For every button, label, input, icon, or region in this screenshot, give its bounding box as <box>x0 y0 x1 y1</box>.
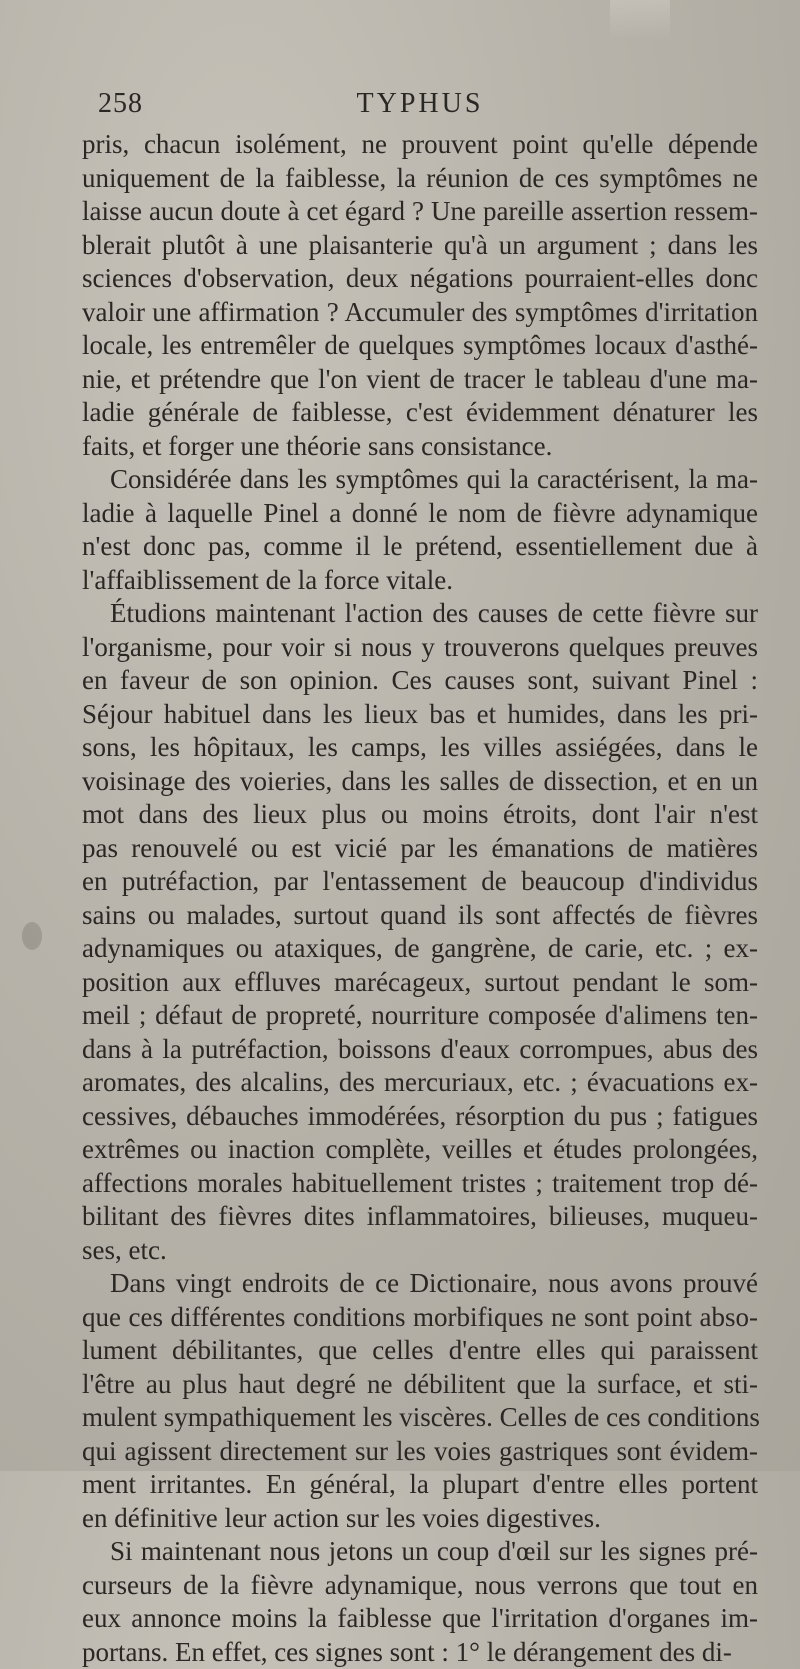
running-head: TYPHUS <box>90 88 750 120</box>
text-line: mot dans des lieux plus ou moins étroits, dont l'air n'est <box>82 798 758 832</box>
text-line: l'affaiblissement de la force vitale. <box>82 564 758 598</box>
text-line: l'organisme, pour voir si nous y trouverons quelques preuves <box>82 631 758 665</box>
text-line: pris, chacun isolément, ne prouvent point qu'elle dépende <box>82 128 758 162</box>
text-line: affections morales habituellement tristes ; traitement trop dé- <box>82 1167 758 1201</box>
text-line: mulent sympathiquement les viscères. Celles de ces conditions <box>82 1401 758 1435</box>
text-line: qui agissent directement sur les voies gastriques sont évidem- <box>82 1435 758 1469</box>
paper-edge-stain <box>610 0 670 40</box>
paragraph <box>82 463 758 597</box>
text-line: faits, et forger une théorie sans consistance. <box>82 430 758 464</box>
text-line: ses, etc. <box>82 1234 758 1268</box>
ink-blot <box>22 922 42 950</box>
text-line: cessives, débauches immodérées, résorption du pus ; fatigues <box>82 1100 758 1134</box>
text-line: meil ; défaut de propreté, nourriture composée d'alimens ten- <box>82 999 758 1033</box>
text-line: pas renouvelé ou est vicié par les émanations de matières <box>82 832 758 866</box>
text-line: position aux effluves marécageux, surtout pendant le som- <box>82 966 758 1000</box>
text-line: nie, et prétendre que l'on vient de tracer le tableau d'une ma- <box>82 363 758 397</box>
text-line: Si maintenant nous jetons un coup d'œil sur les signes pré- <box>82 1535 758 1569</box>
text-line: en définitive leur action sur les voies digestives. <box>82 1502 758 1536</box>
text-line: en putréfaction, par l'entassement de beaucoup d'individus <box>82 865 758 899</box>
text-line: uniquement de la faiblesse, la réunion de ces symptômes ne <box>82 162 758 196</box>
text-line: valoir une affirmation ? Accumuler des symptômes d'irritation <box>82 296 758 330</box>
text-line: voisinage des voieries, dans les salles de dissection, et en un <box>82 765 758 799</box>
text-line: portans. En effet, ces signes sont : 1° le dérangement des di- <box>82 1636 758 1669</box>
text-line: blerait plutôt à une plaisanterie qu'à un argument ; dans les <box>82 229 758 263</box>
paragraph <box>82 1267 758 1535</box>
text-line: locale, les entremêler de quelques symptômes locaux d'asthé- <box>82 329 758 363</box>
text-line: ment irritantes. En général, la plupart d'entre elles portent <box>82 1468 758 1502</box>
text-line: que ces différentes conditions morbifiques ne sont point abso- <box>82 1301 758 1335</box>
text-line: Étudions maintenant l'action des causes de cette fièvre sur <box>82 597 758 631</box>
text-line: l'être au plus haut degré ne débilitent que la surface, et sti- <box>82 1368 758 1402</box>
text-line: extrêmes ou inaction complète, veilles et études prolongées, <box>82 1133 758 1167</box>
text-line: aromates, des alcalins, des mercuriaux, etc. ; évacuations ex- <box>82 1066 758 1100</box>
text-line: n'est donc pas, comme il le prétend, essentiellement due à <box>82 530 758 564</box>
text-line: curseurs de la fièvre adynamique, nous verrons que tout en <box>82 1569 758 1603</box>
text-line: sciences d'observation, deux négations pourraient-elles donc <box>82 262 758 296</box>
text-line: sains ou malades, surtout quand ils sont affectés de fièvres <box>82 899 758 933</box>
page-number: 258 <box>98 88 143 120</box>
text-line: Séjour habituel dans les lieux bas et humides, dans les pri- <box>82 698 758 732</box>
paragraph <box>82 597 758 1267</box>
body-text <box>82 128 758 1669</box>
text-line: adynamiques ou ataxiques, de gangrène, de carie, etc. ; ex- <box>82 932 758 966</box>
paragraph <box>82 1535 758 1669</box>
text-line: ladie à laquelle Pinel a donné le nom de fièvre adynamique <box>82 497 758 531</box>
text-line: bilitant des fièvres dites inflammatoires, bilieuses, muqueu- <box>82 1200 758 1234</box>
text-line: Considérée dans les symptômes qui la caractérisent, la ma- <box>82 463 758 497</box>
text-line: sons, les hôpitaux, les camps, les villes assiégées, dans le <box>82 731 758 765</box>
paragraph <box>82 128 758 463</box>
page-header <box>90 88 750 128</box>
text-line: lument débilitantes, que celles d'entre elles qui paraissent <box>82 1334 758 1368</box>
text-line: Dans vingt endroits de ce Dictionaire, nous avons prouvé <box>82 1267 758 1301</box>
text-line: eux annonce moins la faiblesse que l'irritation d'organes im- <box>82 1602 758 1636</box>
text-line: ladie générale de faiblesse, c'est évidemment dénaturer les <box>82 396 758 430</box>
text-line: en faveur de son opinion. Ces causes sont, suivant Pinel : <box>82 664 758 698</box>
text-line: dans à la putréfaction, boissons d'eaux corrompues, abus des <box>82 1033 758 1067</box>
text-line: laisse aucun doute à cet égard ? Une pareille assertion ressem- <box>82 195 758 229</box>
